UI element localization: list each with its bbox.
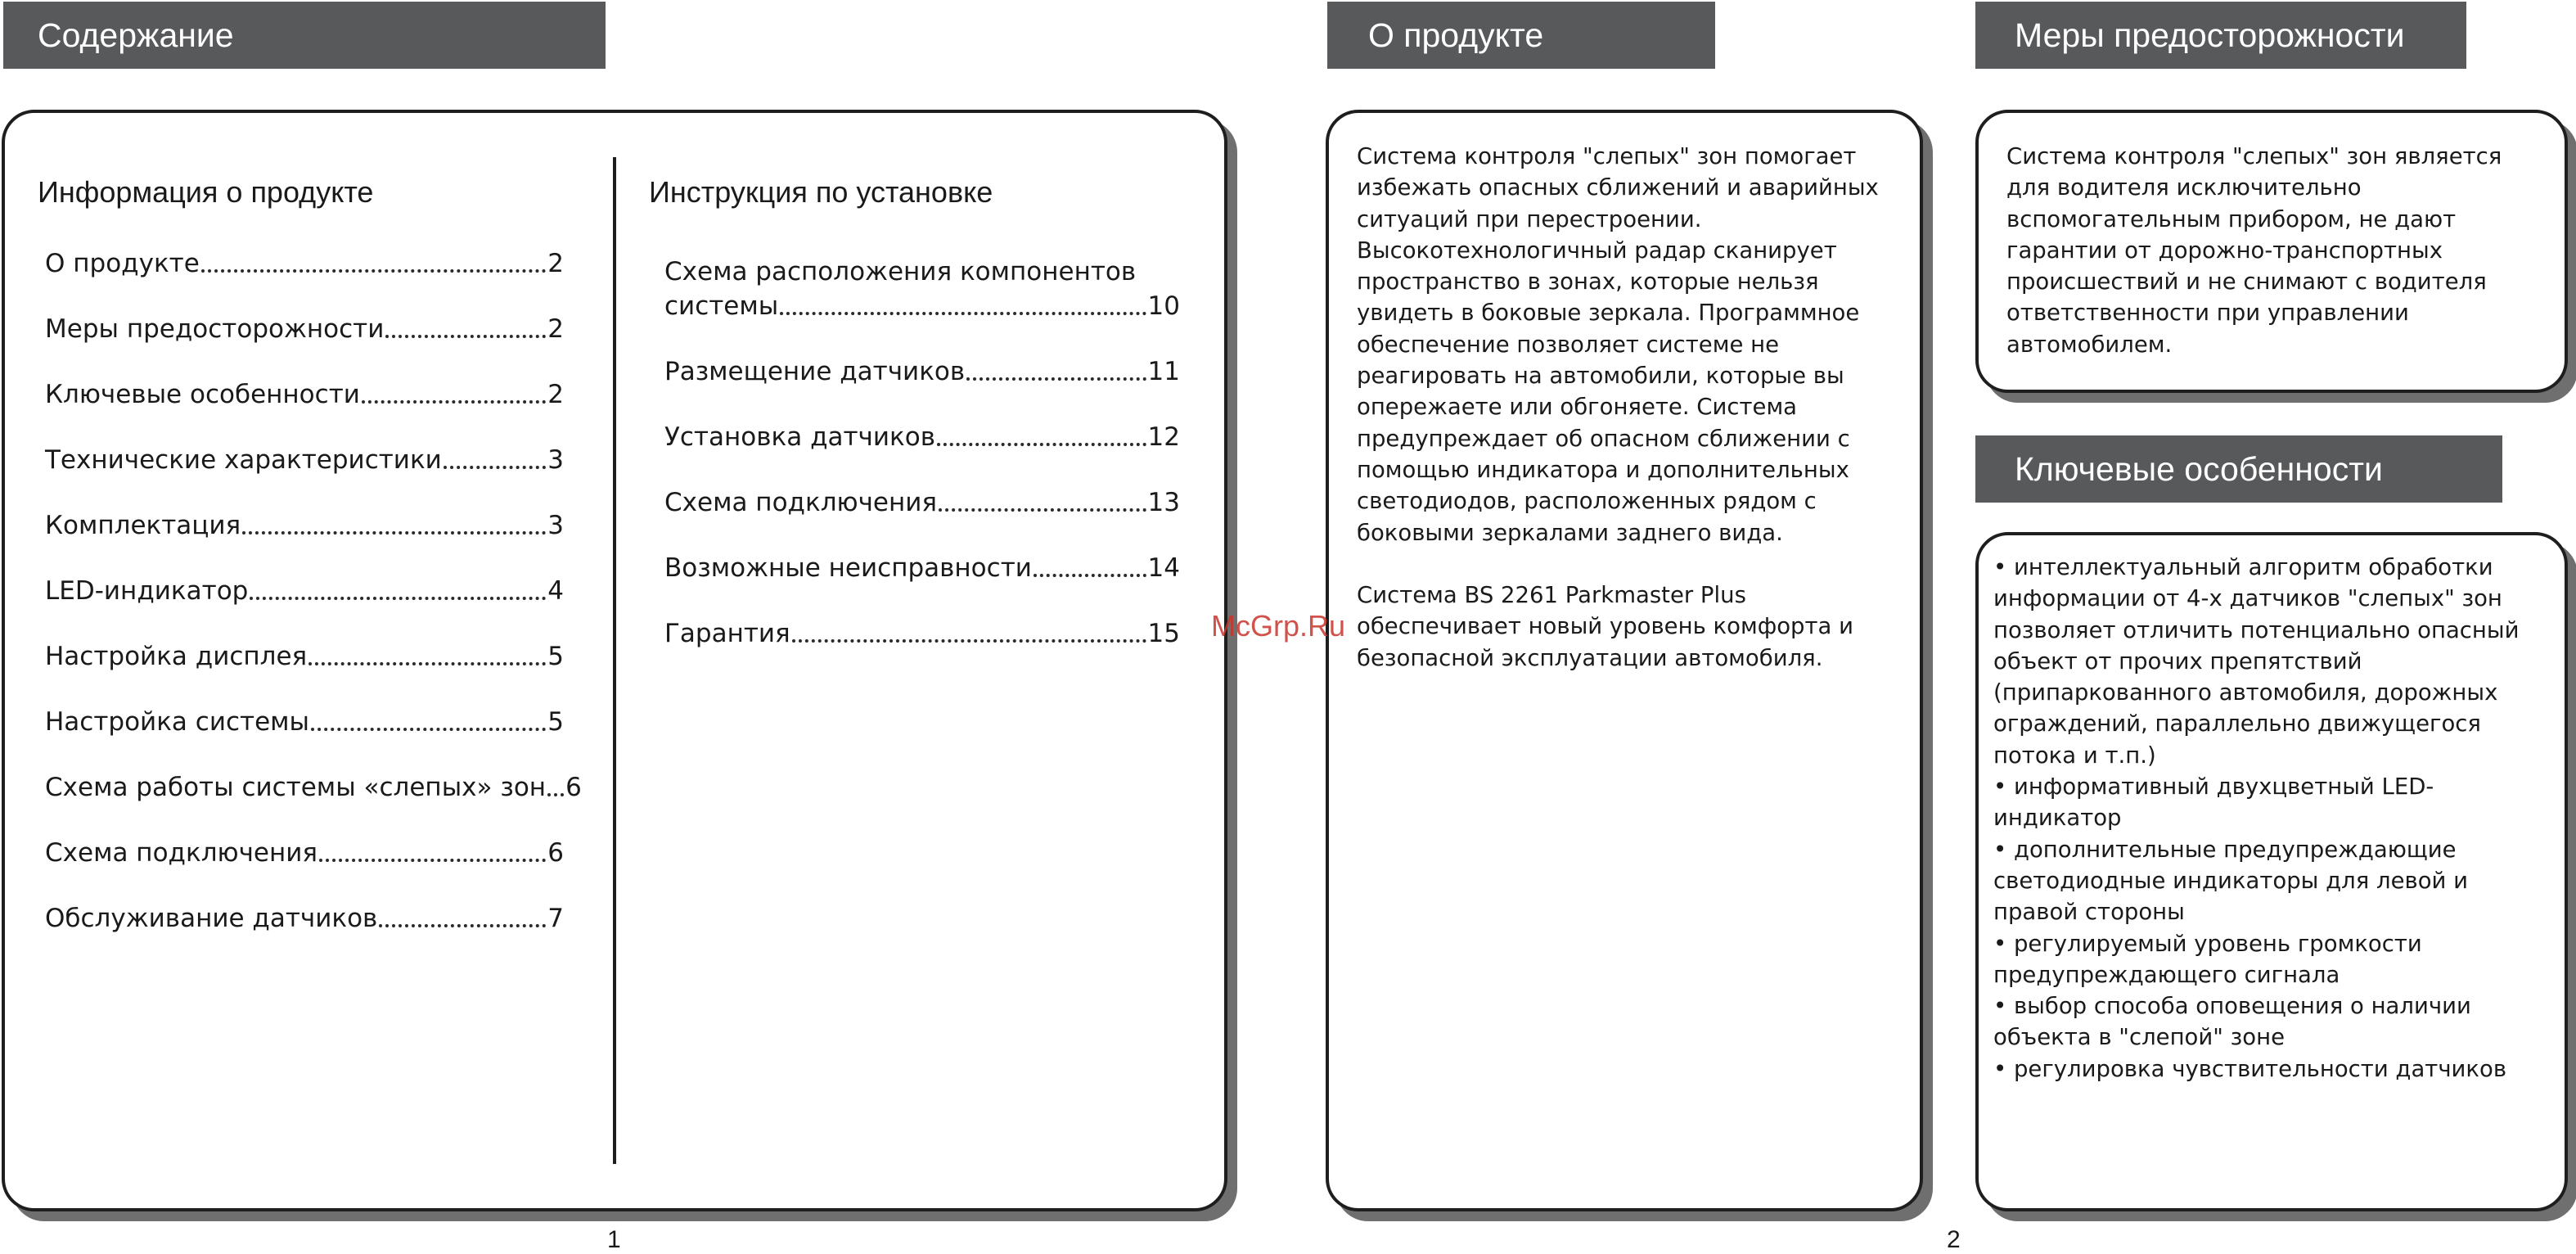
page-number-2: 2 bbox=[1947, 1226, 1961, 1253]
watermark-text: McGrp.Ru bbox=[1211, 609, 1346, 643]
toc-item-page: 10 bbox=[1147, 291, 1180, 321]
toc-item-label: Схема подключения bbox=[45, 838, 318, 868]
toc-item[interactable] bbox=[45, 573, 564, 609]
toc-item-label: Меры предосторожности bbox=[45, 314, 385, 344]
toc-item-page: 3 bbox=[547, 445, 564, 475]
precautions-banner bbox=[1975, 2, 2466, 69]
toc-leader-dots bbox=[201, 269, 546, 273]
toc-item-label: Схема подключения bbox=[664, 488, 938, 517]
toc-item-page: 12 bbox=[1147, 422, 1180, 452]
toc-item-label: LED-индикатор bbox=[45, 576, 249, 606]
toc-item[interactable] bbox=[45, 442, 564, 478]
toc-item-label: О продукте bbox=[45, 249, 200, 278]
toc-item-label: Гарантия bbox=[664, 619, 790, 648]
feature-item: • интеллектуальный алгоритм обработки информации от 4-х датчиков "слепых" зон позволяет отличить потенциально опасный объект от прочих препятствий (припаркованного автомобиля, дорожных ограждений, параллельно движущегося потока и т.п.) bbox=[1993, 554, 2520, 769]
toc-item-page: 5 bbox=[547, 707, 564, 737]
toc-leader-dots bbox=[319, 859, 546, 862]
toc-leader-dots bbox=[939, 508, 1146, 512]
toc-leader-dots bbox=[379, 924, 546, 927]
features-banner bbox=[1975, 435, 2502, 503]
toc-item-label: системы bbox=[664, 291, 779, 321]
toc-item[interactable] bbox=[664, 354, 1180, 390]
toc-leader-dots bbox=[780, 312, 1146, 315]
about-paragraph-2: Система BS 2261 Parkmaster Plus обеспечивает новый уровень комфорта и безопасной эксплуатации автомобиля. bbox=[1357, 582, 1853, 671]
feature-item: • выбор способа оповещения о наличии объекта в "слепой" зоне bbox=[1993, 993, 2471, 1051]
toc-item-label: Обслуживание датчиков bbox=[45, 904, 378, 933]
toc-item-page: 6 bbox=[547, 838, 564, 868]
toc-item-label: Технические характеристики bbox=[45, 445, 442, 475]
precautions-text: Система контроля "слепых" зон является для водителя исключительно вспомогательным прибором, не дают гарантии от дорожно-транспортных происшествий и не снимают с водителя ответственности при управлении автомобилем. bbox=[2006, 143, 2502, 358]
toc-item[interactable] bbox=[45, 704, 564, 740]
toc-item-label: Настройка дисплея bbox=[45, 642, 308, 671]
toc-leader-dots bbox=[444, 466, 546, 469]
installation-heading: Инструкция по установке bbox=[649, 175, 993, 209]
toc-leader-dots bbox=[792, 639, 1146, 643]
toc-item-page: 3 bbox=[547, 511, 564, 540]
toc-item[interactable] bbox=[664, 288, 1180, 324]
toc-item[interactable] bbox=[45, 638, 564, 674]
toc-item[interactable] bbox=[664, 550, 1180, 586]
toc-item[interactable] bbox=[45, 507, 564, 544]
toc-item-label: Комплектация bbox=[45, 511, 241, 540]
toc-leader-dots bbox=[308, 662, 546, 665]
toc-item[interactable] bbox=[664, 419, 1180, 455]
toc-item-page: 5 bbox=[547, 642, 564, 671]
contents-banner-title: Содержание bbox=[38, 16, 234, 54]
toc-item-page: 2 bbox=[547, 380, 564, 409]
about-banner bbox=[1327, 2, 1715, 69]
column-divider bbox=[613, 157, 616, 1164]
toc-item-page: 11 bbox=[1147, 357, 1180, 386]
toc-item-label: Настройка системы bbox=[45, 707, 310, 737]
toc-left-list bbox=[45, 246, 582, 950]
toc-item-label: Возможные неисправности bbox=[664, 553, 1032, 583]
toc-item[interactable] bbox=[45, 835, 564, 871]
about-banner-title: О продукте bbox=[1368, 16, 1544, 54]
feature-item: • регулировка чувствительности датчиков bbox=[1993, 1055, 2507, 1082]
toc-item-page: 7 bbox=[547, 904, 564, 933]
toc-item-label: Схема работы системы «слепых» зон bbox=[45, 773, 547, 802]
toc-leader-dots bbox=[250, 597, 546, 600]
toc-item-label: Ключевые особенности bbox=[45, 380, 360, 409]
toc-item[interactable] bbox=[45, 311, 564, 347]
toc-item-label: Схема расположения компонентов bbox=[664, 257, 1137, 286]
toc-item-page: 4 bbox=[547, 576, 564, 606]
toc-leader-dots bbox=[547, 793, 564, 796]
feature-item: • дополнительные предупреждающие светодиодные индикаторы для левой и правой стороны bbox=[1993, 836, 2469, 926]
contents-banner bbox=[3, 2, 606, 69]
product-info-heading: Информация о продукте bbox=[38, 175, 374, 209]
toc-right-list bbox=[664, 254, 1180, 663]
toc-item-page: 6 bbox=[565, 773, 582, 802]
toc-item[interactable] bbox=[45, 246, 564, 282]
toc-item-label: Установка датчиков bbox=[664, 422, 935, 452]
features-list bbox=[1993, 552, 2547, 1085]
toc-item-line1[interactable] bbox=[664, 254, 1180, 290]
toc-leader-dots bbox=[242, 531, 546, 535]
toc-item-label: Размещение датчиков bbox=[664, 357, 966, 386]
toc-item-page: 2 bbox=[547, 249, 564, 278]
feature-item: • регулируемый уровень громкости предупреждающего сигнала bbox=[1993, 930, 2422, 988]
about-paragraph-1: Система контроля "слепых" зон помогает избежать опасных сближений и аварийных ситуаций при перестроении. Высокотехнологичный радар сканирует пространство в зонах, которые нельзя увидеть в боковые зеркала. Программное обеспечение позволяет системе не реагировать на автомобили, которые вы опережаете или обгоняете. Система предупреждает об опасном сближении с помощью индикатора и дополнительных светодиодов, расположенных рядом с боковыми зеркалами заднего вида. bbox=[1357, 143, 1879, 546]
features-banner-title: Ключевые особенности bbox=[2015, 449, 2383, 488]
toc-item[interactable] bbox=[45, 769, 582, 805]
toc-item-page: 15 bbox=[1147, 619, 1180, 648]
toc-item-page: 13 bbox=[1147, 488, 1180, 517]
page-number-1: 1 bbox=[607, 1226, 621, 1253]
toc-leader-dots bbox=[311, 728, 546, 731]
toc-item[interactable] bbox=[664, 485, 1180, 521]
toc-leader-dots bbox=[362, 400, 546, 404]
toc-leader-dots bbox=[1034, 574, 1146, 577]
precautions-banner-title: Меры предосторожности bbox=[2015, 16, 2405, 54]
toc-item[interactable] bbox=[45, 377, 564, 413]
toc-leader-dots bbox=[937, 443, 1146, 446]
toc-leader-dots bbox=[385, 335, 546, 338]
toc-item[interactable] bbox=[664, 616, 1180, 652]
toc-item-page: 14 bbox=[1147, 553, 1180, 583]
feature-item: • информативный двухцветный LED-индикатор bbox=[1993, 774, 2434, 832]
toc-item[interactable] bbox=[45, 900, 564, 936]
toc-leader-dots bbox=[966, 377, 1146, 381]
toc-item-page: 2 bbox=[547, 314, 564, 344]
